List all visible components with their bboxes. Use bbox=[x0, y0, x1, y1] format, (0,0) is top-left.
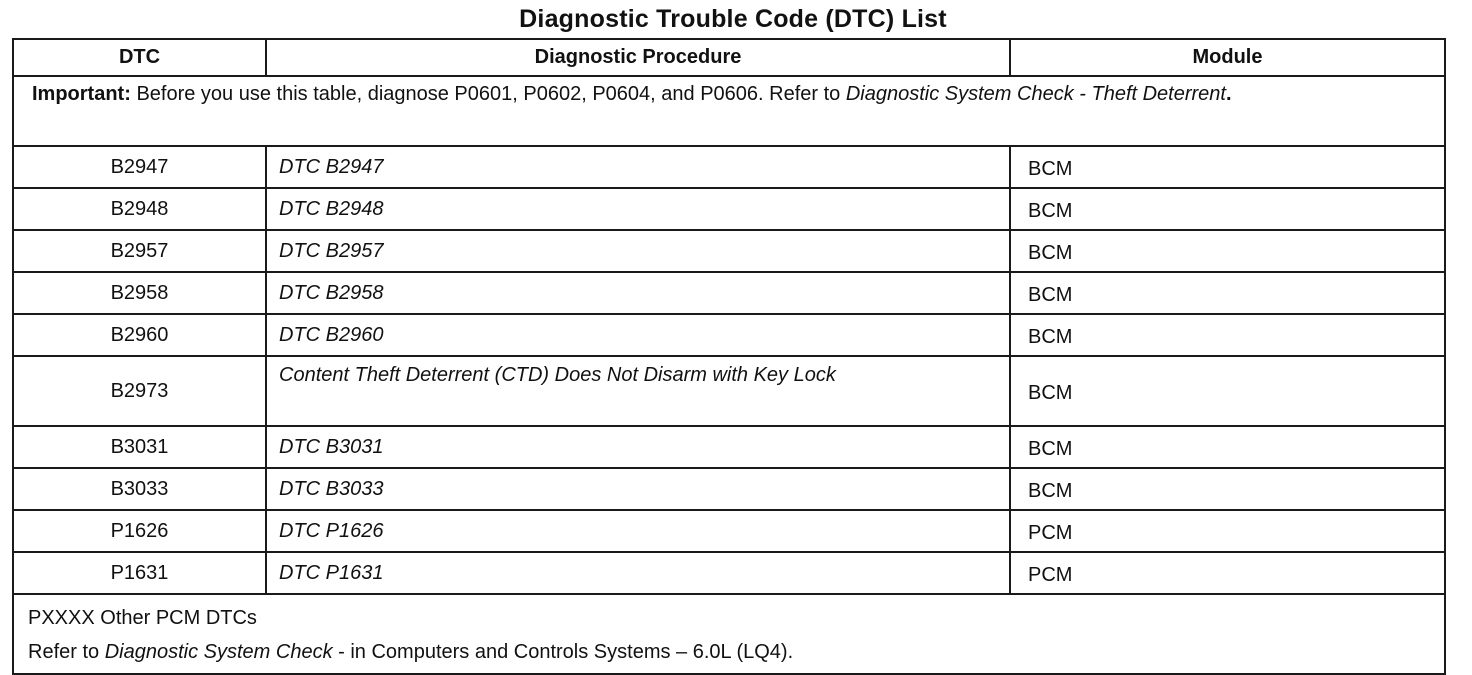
table-row bbox=[13, 230, 1445, 272]
module-cell: BCM bbox=[1010, 468, 1445, 510]
module-cell: PCM bbox=[1010, 552, 1445, 594]
refer-suffix: - in Computers and Controls Systems – 6.0L (LQ4). bbox=[332, 641, 794, 663]
table-row bbox=[13, 356, 1445, 426]
dtc-code: B2958 bbox=[13, 272, 266, 314]
diagnostic-procedure-link[interactable]: DTC B2947 bbox=[266, 146, 1010, 188]
diagnostic-procedure-link[interactable]: DTC B3031 bbox=[266, 426, 1010, 468]
module-cell: BCM bbox=[1010, 188, 1445, 230]
diagnostic-procedure-link[interactable]: Content Theft Deterrent (CTD) Does Not Disarm with Key Lock bbox=[266, 356, 1010, 426]
module-cell: BCM bbox=[1010, 230, 1445, 272]
page-title: Diagnostic Trouble Code (DTC) List bbox=[519, 5, 947, 33]
module-cell: PCM bbox=[1010, 510, 1445, 552]
note-reference: Diagnostic System Check - Theft Deterrent bbox=[845, 83, 1226, 105]
footer-row bbox=[13, 594, 1445, 674]
dtc-code: B2973 bbox=[13, 356, 266, 426]
diagnostic-procedure-link[interactable]: DTC B2957 bbox=[266, 230, 1010, 272]
refer-prefix: Refer to bbox=[28, 641, 105, 663]
header-dtc: DTC bbox=[13, 39, 266, 76]
dtc-code: P1626 bbox=[13, 510, 266, 552]
table-row bbox=[13, 426, 1445, 468]
module-cell: BCM bbox=[1010, 314, 1445, 356]
note-period: . bbox=[1225, 83, 1232, 105]
header-row bbox=[13, 39, 1445, 76]
module-cell: BCM bbox=[1010, 272, 1445, 314]
dtc-code: B3031 bbox=[13, 426, 266, 468]
dtc-code: B2947 bbox=[13, 146, 266, 188]
important-note bbox=[13, 76, 1445, 146]
table-row bbox=[13, 272, 1445, 314]
diagnostic-system-check-link[interactable]: Diagnostic System Check bbox=[104, 641, 333, 663]
note-label: Important: bbox=[32, 83, 131, 105]
dtc-code: P1631 bbox=[13, 552, 266, 594]
dtc-code: B2948 bbox=[13, 188, 266, 230]
dtc-table bbox=[12, 38, 1446, 675]
module-cell: BCM bbox=[1010, 146, 1445, 188]
dtc-code: B2960 bbox=[13, 314, 266, 356]
module-cell: BCM bbox=[1010, 356, 1445, 426]
table-row bbox=[13, 468, 1445, 510]
other-dtcs-line: PXXXX Other PCM DTCs bbox=[28, 607, 257, 629]
table-row bbox=[13, 510, 1445, 552]
diagnostic-procedure-link[interactable]: DTC P1626 bbox=[266, 510, 1010, 552]
dtc-code: B3033 bbox=[13, 468, 266, 510]
diagnostic-procedure-link[interactable]: DTC B2948 bbox=[266, 188, 1010, 230]
header-procedure: Diagnostic Procedure bbox=[266, 39, 1010, 76]
table-row bbox=[13, 188, 1445, 230]
table-row bbox=[13, 552, 1445, 594]
dtc-code: B2957 bbox=[13, 230, 266, 272]
module-cell: BCM bbox=[1010, 426, 1445, 468]
note-row bbox=[13, 76, 1445, 146]
diagnostic-procedure-link[interactable]: DTC B3033 bbox=[266, 468, 1010, 510]
diagnostic-procedure-link[interactable]: DTC P1631 bbox=[266, 552, 1010, 594]
note-text: Before you use this table, diagnose P0601, P0602, P0604, and P0606. Refer to bbox=[130, 83, 846, 105]
header-module: Module bbox=[1010, 39, 1445, 76]
refer-line bbox=[28, 635, 1430, 669]
diagnostic-procedure-link[interactable]: DTC B2960 bbox=[266, 314, 1010, 356]
table-row bbox=[13, 146, 1445, 188]
diagnostic-procedure-link[interactable]: DTC B2958 bbox=[266, 272, 1010, 314]
other-dtcs-note bbox=[13, 594, 1445, 674]
table-row bbox=[13, 314, 1445, 356]
